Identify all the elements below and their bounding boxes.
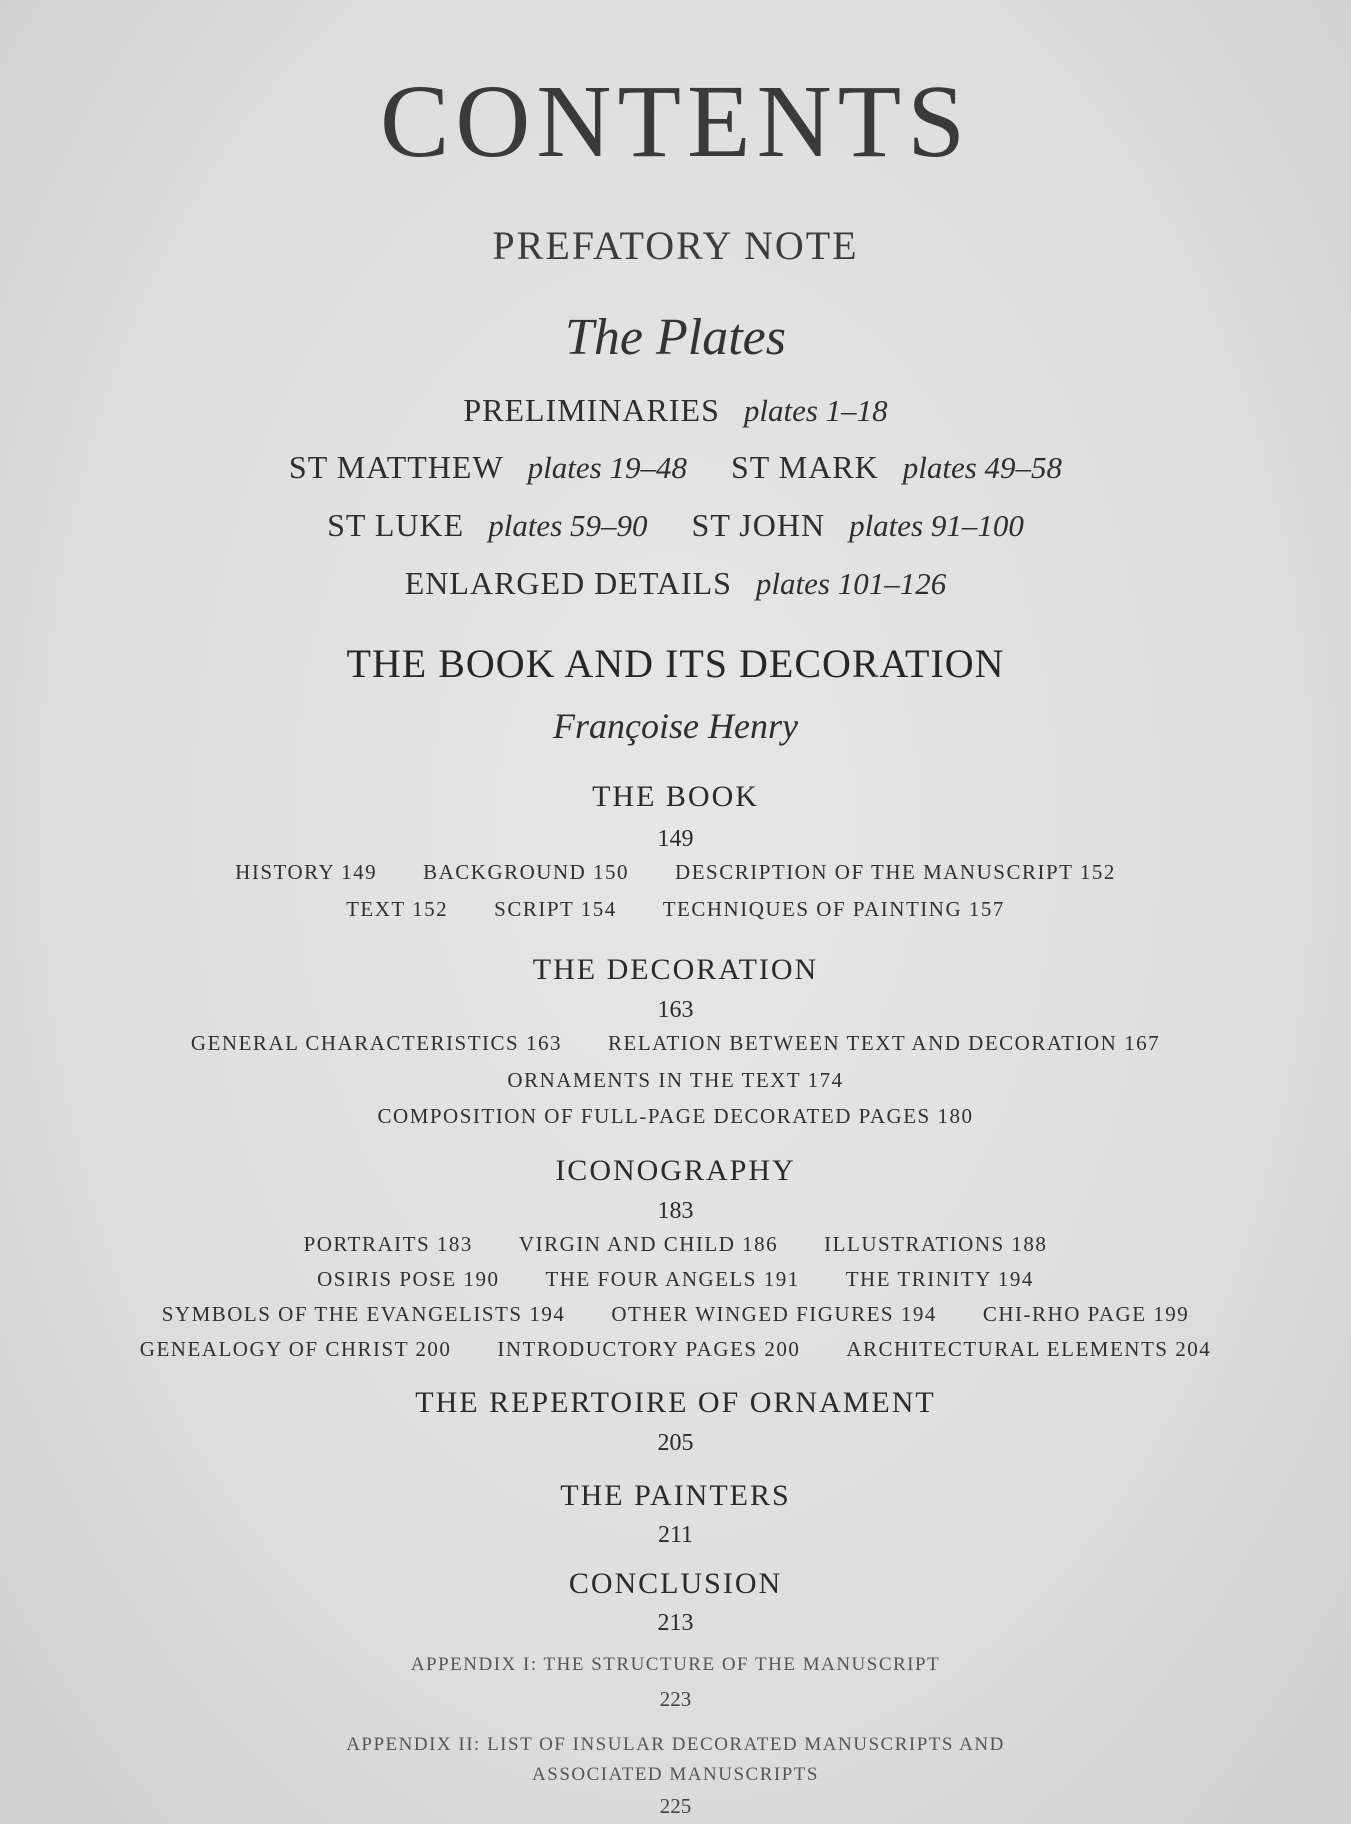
section-page-repertoire: 205 xyxy=(657,1430,694,1456)
subsection-entry: ILLUSTRATIONS 188 xyxy=(824,1232,1048,1256)
subsection-row xyxy=(0,1068,1351,1093)
subsection-entry: HISTORY 149 xyxy=(235,860,378,884)
subsection-row xyxy=(0,897,1351,922)
plate-section-name: ST JOHN xyxy=(691,507,826,543)
plate-section-range: plates 91–100 xyxy=(849,508,1024,543)
subsection-entry: THE TRINITY 194 xyxy=(845,1267,1034,1291)
subsection-entry: RELATION BETWEEN TEXT AND DECORATION 167 xyxy=(607,1031,1161,1055)
essay-title: THE BOOK AND ITS DECORATION xyxy=(346,641,1005,686)
subsection-entry: OSIRIS POSE 190 xyxy=(317,1267,500,1291)
plates-row xyxy=(0,449,1351,486)
subsection-entry: TEXT 152 xyxy=(346,897,449,921)
plates-row xyxy=(0,507,1351,544)
plates-row xyxy=(0,392,1351,429)
appendix-2-heading-line1: APPENDIX II: LIST OF INSULAR DECORATED MANUSCRIPTS AND xyxy=(346,1734,1005,1755)
subsection-entry: THE FOUR ANGELS 191 xyxy=(545,1267,800,1291)
subsection-entry: ORNAMENTS IN THE TEXT 174 xyxy=(507,1068,844,1092)
subsection-entry: PORTRAITS 183 xyxy=(303,1232,473,1256)
plates-heading: The Plates xyxy=(565,309,786,366)
section-heading-decoration: THE DECORATION xyxy=(532,953,819,986)
plate-section-range: plates 1–18 xyxy=(743,393,888,428)
plate-section-range: plates 59–90 xyxy=(488,508,648,543)
subsection-entry: ARCHITECTURAL ELEMENTS 204 xyxy=(846,1337,1212,1361)
section-page-decoration: 163 xyxy=(657,997,694,1023)
subsection-entry: GENEALOGY OF CHRIST 200 xyxy=(139,1337,452,1361)
subsection-entry: INTRODUCTORY PAGES 200 xyxy=(497,1337,801,1361)
subsection-row xyxy=(0,1031,1351,1056)
subsection-entry: GENERAL CHARACTERISTICS 163 xyxy=(190,1031,562,1055)
section-page-iconography: 183 xyxy=(657,1198,694,1224)
appendix-1-heading: APPENDIX I: THE STRUCTURE OF THE MANUSCRIPT xyxy=(410,1654,941,1675)
plate-section-range: plates 19–48 xyxy=(527,450,687,485)
plate-section-range: plates 101–126 xyxy=(755,566,947,601)
section-heading-painters: THE PAINTERS xyxy=(560,1479,791,1512)
plates-row xyxy=(0,565,1351,602)
plate-section-name: ENLARGED DETAILS xyxy=(404,565,732,601)
subsection-entry: SYMBOLS OF THE EVANGELISTS 194 xyxy=(161,1302,566,1326)
page-title: CONTENTS xyxy=(379,64,972,179)
subsection-entry: COMPOSITION OF FULL-PAGE DECORATED PAGES 180 xyxy=(377,1104,974,1128)
section-page-conclusion: 213 xyxy=(657,1610,694,1636)
appendix-2-heading-line2: ASSOCIATED MANUSCRIPTS xyxy=(532,1764,819,1785)
plate-section-name: ST MATTHEW xyxy=(288,449,504,485)
section-page-book: 149 xyxy=(657,826,694,852)
plate-section-name: ST MARK xyxy=(730,449,879,485)
prefatory-note-entry: PREFATORY NOTE xyxy=(492,223,859,268)
subsection-row xyxy=(0,1337,1351,1362)
subsection-row xyxy=(0,860,1351,885)
section-heading-conclusion: CONCLUSION xyxy=(568,1567,783,1600)
plate-section-range: plates 49–58 xyxy=(902,450,1063,485)
section-page-painters: 211 xyxy=(657,1522,694,1548)
appendix-2-page: 225 xyxy=(659,1794,692,1818)
subsection-entry: BACKGROUND 150 xyxy=(423,860,630,884)
subsection-row xyxy=(0,1232,1351,1257)
subsection-entry: SCRIPT 154 xyxy=(494,897,617,921)
subsection-entry: VIRGIN AND CHILD 186 xyxy=(518,1232,779,1256)
section-heading-book: THE BOOK xyxy=(592,780,759,813)
subsection-row xyxy=(0,1302,1351,1327)
section-heading-repertoire: THE REPERTOIRE OF ORNAMENT xyxy=(415,1386,936,1419)
subsection-row xyxy=(0,1104,1351,1129)
subsection-row xyxy=(0,1267,1351,1292)
appendix-1-page: 223 xyxy=(659,1687,692,1711)
author-name: Françoise Henry xyxy=(553,706,798,746)
plate-section-name: ST LUKE xyxy=(327,507,465,543)
subsection-entry: OTHER WINGED FIGURES 194 xyxy=(611,1302,937,1326)
subsection-entry: DESCRIPTION OF THE MANUSCRIPT 152 xyxy=(675,860,1116,884)
plate-section-name: PRELIMINARIES xyxy=(463,392,720,428)
subsection-entry: CHI-RHO PAGE 199 xyxy=(982,1302,1190,1326)
subsection-entry: TECHNIQUES OF PAINTING 157 xyxy=(662,897,1005,921)
section-heading-iconography: ICONOGRAPHY xyxy=(555,1154,796,1187)
